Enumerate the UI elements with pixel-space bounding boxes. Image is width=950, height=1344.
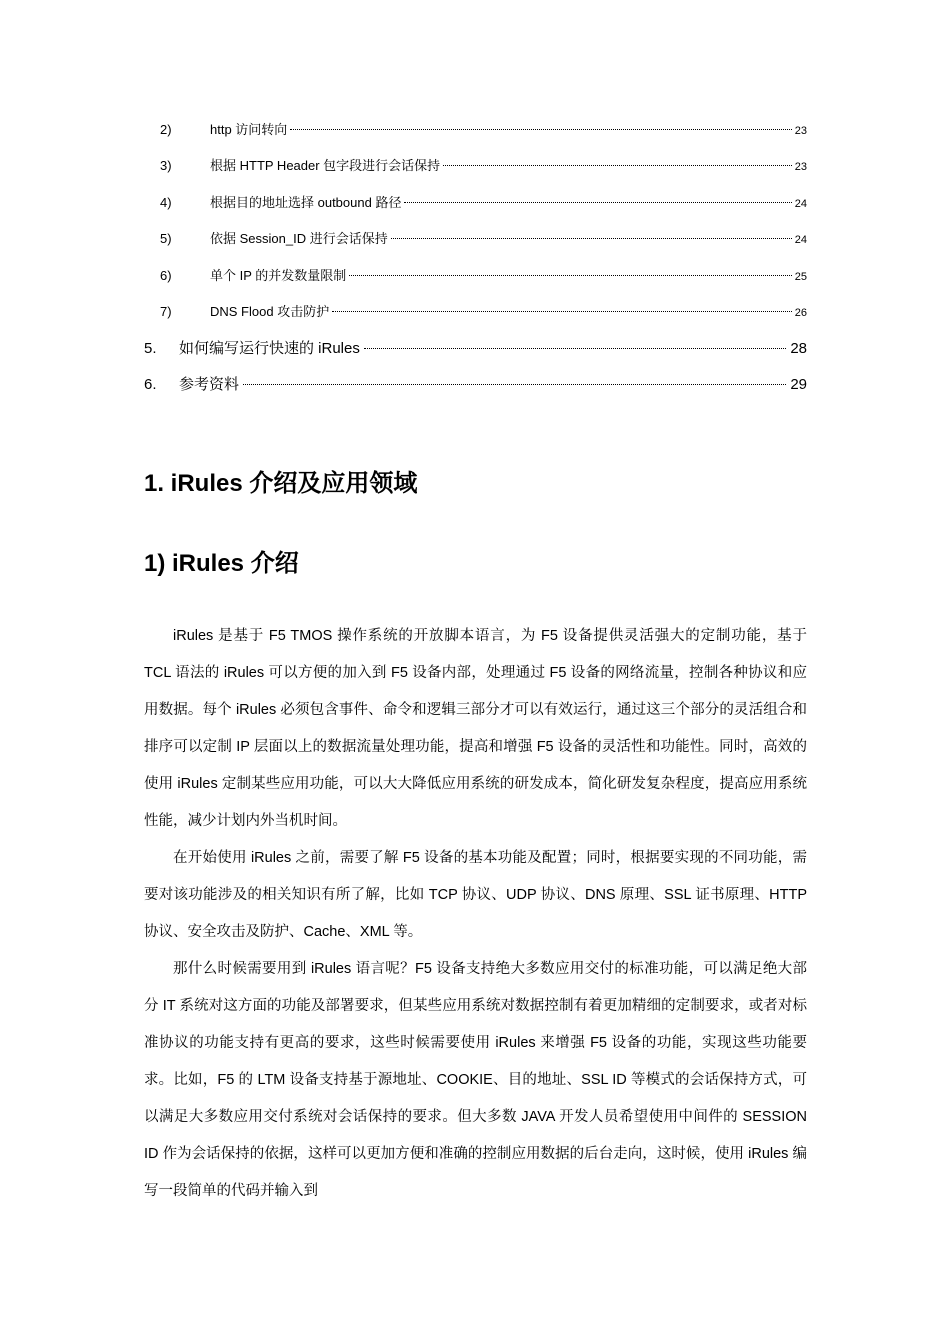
- body-paragraph: 那什么时候需要用到 iRules 语言呢？F5 设备支持绝大多数应用交付的标准功能，可以满足绝大部分 IT 系统对这方面的功能及部署要求，但某些应用系统对数据控制有着更加精细的定制要求，或者对标准协议的功能支持有更高的要求，这些时候需要使用 iRules 来增强 F5 设备的功能，实现这些功能要求。比如，F5 的 LTM 设备支持基于源地址、COOKIE、目的地址、SSL ID 等模式的会话保持方式，可以满足大多数应用交付系统对会话保持的要求。但大多数 JAVA 开发人员希望使用中间件的 SESSION ID 作为会话保持的依据，这样可以更加方便和准确的控制应用数据的后台走向，这时候，使用 iRules 编写一段简单的代码并输入到: [144, 961, 807, 1199]
- toc-item-title[interactable]: 根据目的地址选择 outbound 路径: [210, 195, 402, 210]
- body-paragraph: iRules 是基于 F5 TMOS 操作系统的开放脚本语言，为 F5 设备提供灵活强大的定制功能，基于 TCL 语法的 iRules 可以方便的加入到 F5 设备内部，处理通过 F5 设备的网络流量，控制各种协议和应用数据。每个 iRules 必须包含事件、命令和逻辑三部分才可以有效运行，通过这三个部分的灵活组合和排序可以定制 IP 层面以上的数据流量处理功能，提高和增强 F5 设备的灵活性和功能性。同时，高效的使用 iRules 定制某些应用功能，可以大大降低应用系统的研发成本，简化研发复杂程度，提高应用系统性能，减少计划内外当机时间。: [144, 628, 807, 829]
- toc-item-page: 28: [790, 340, 807, 357]
- toc-item-page: 26: [794, 307, 807, 319]
- toc-main-item[interactable]: [144, 337, 807, 361]
- section-heading: 1. iRules 介绍及应用领域: [144, 470, 418, 497]
- toc-sub-item[interactable]: [160, 193, 807, 213]
- toc-item-page: 29: [790, 376, 807, 393]
- toc-item-number: 6.: [144, 376, 157, 393]
- toc-dot-leader: [443, 165, 792, 166]
- toc-dot-leader: [243, 384, 786, 385]
- subsection-heading: 1) iRules 介绍: [144, 550, 299, 577]
- toc-sub-item[interactable]: [160, 266, 807, 286]
- toc-item-page: 23: [794, 125, 807, 137]
- toc-item-title[interactable]: 如何编写运行快速的 iRules: [179, 340, 360, 357]
- toc-item-number: 2): [160, 122, 172, 137]
- toc-sub-item[interactable]: [160, 120, 807, 140]
- toc-item-page: 25: [794, 271, 807, 283]
- toc-sub-item[interactable]: [160, 302, 807, 322]
- toc-item-title[interactable]: 单个 IP 的并发数量限制: [210, 268, 347, 283]
- toc-item-number: 7): [160, 304, 172, 319]
- toc-item-title[interactable]: 参考资料: [179, 376, 240, 393]
- toc-item-page: 24: [794, 198, 807, 210]
- toc-item-number: 5): [160, 231, 172, 246]
- toc-dot-leader: [364, 348, 786, 349]
- toc-dot-leader: [290, 129, 791, 130]
- toc-item-title[interactable]: 依据 Session_ID 进行会话保持: [210, 231, 388, 246]
- toc-sub-item[interactable]: [160, 229, 807, 249]
- toc-dot-leader: [391, 238, 792, 239]
- toc-item-number: 5.: [144, 340, 157, 357]
- toc-item-number: 6): [160, 268, 172, 283]
- toc-dot-leader: [332, 311, 792, 312]
- toc-dot-leader: [349, 275, 791, 276]
- toc-item-number: 4): [160, 195, 172, 210]
- toc-item-title[interactable]: http 访问转向: [210, 122, 288, 137]
- toc-item-page: 23: [794, 161, 807, 173]
- toc-item-title[interactable]: 根据 HTTP Header 包字段进行会话保持: [210, 158, 441, 173]
- toc-item-title[interactable]: DNS Flood 攻击防护: [210, 304, 330, 319]
- toc-sub-item[interactable]: [160, 156, 807, 176]
- toc-main-item[interactable]: [144, 373, 807, 397]
- toc-item-page: 24: [794, 234, 807, 246]
- toc-item-number: 3): [160, 158, 172, 173]
- toc-dot-leader: [404, 202, 791, 203]
- body-paragraph: 在开始使用 iRules 之前，需要了解 F5 设备的基本功能及配置；同时，根据要实现的不同功能，需要对该功能涉及的相关知识有所了解，比如 TCP 协议、UDP 协议、DNS 原理、SSL 证书原理、HTTP 协议、安全攻击及防护、Cache、XML 等。: [144, 850, 807, 940]
